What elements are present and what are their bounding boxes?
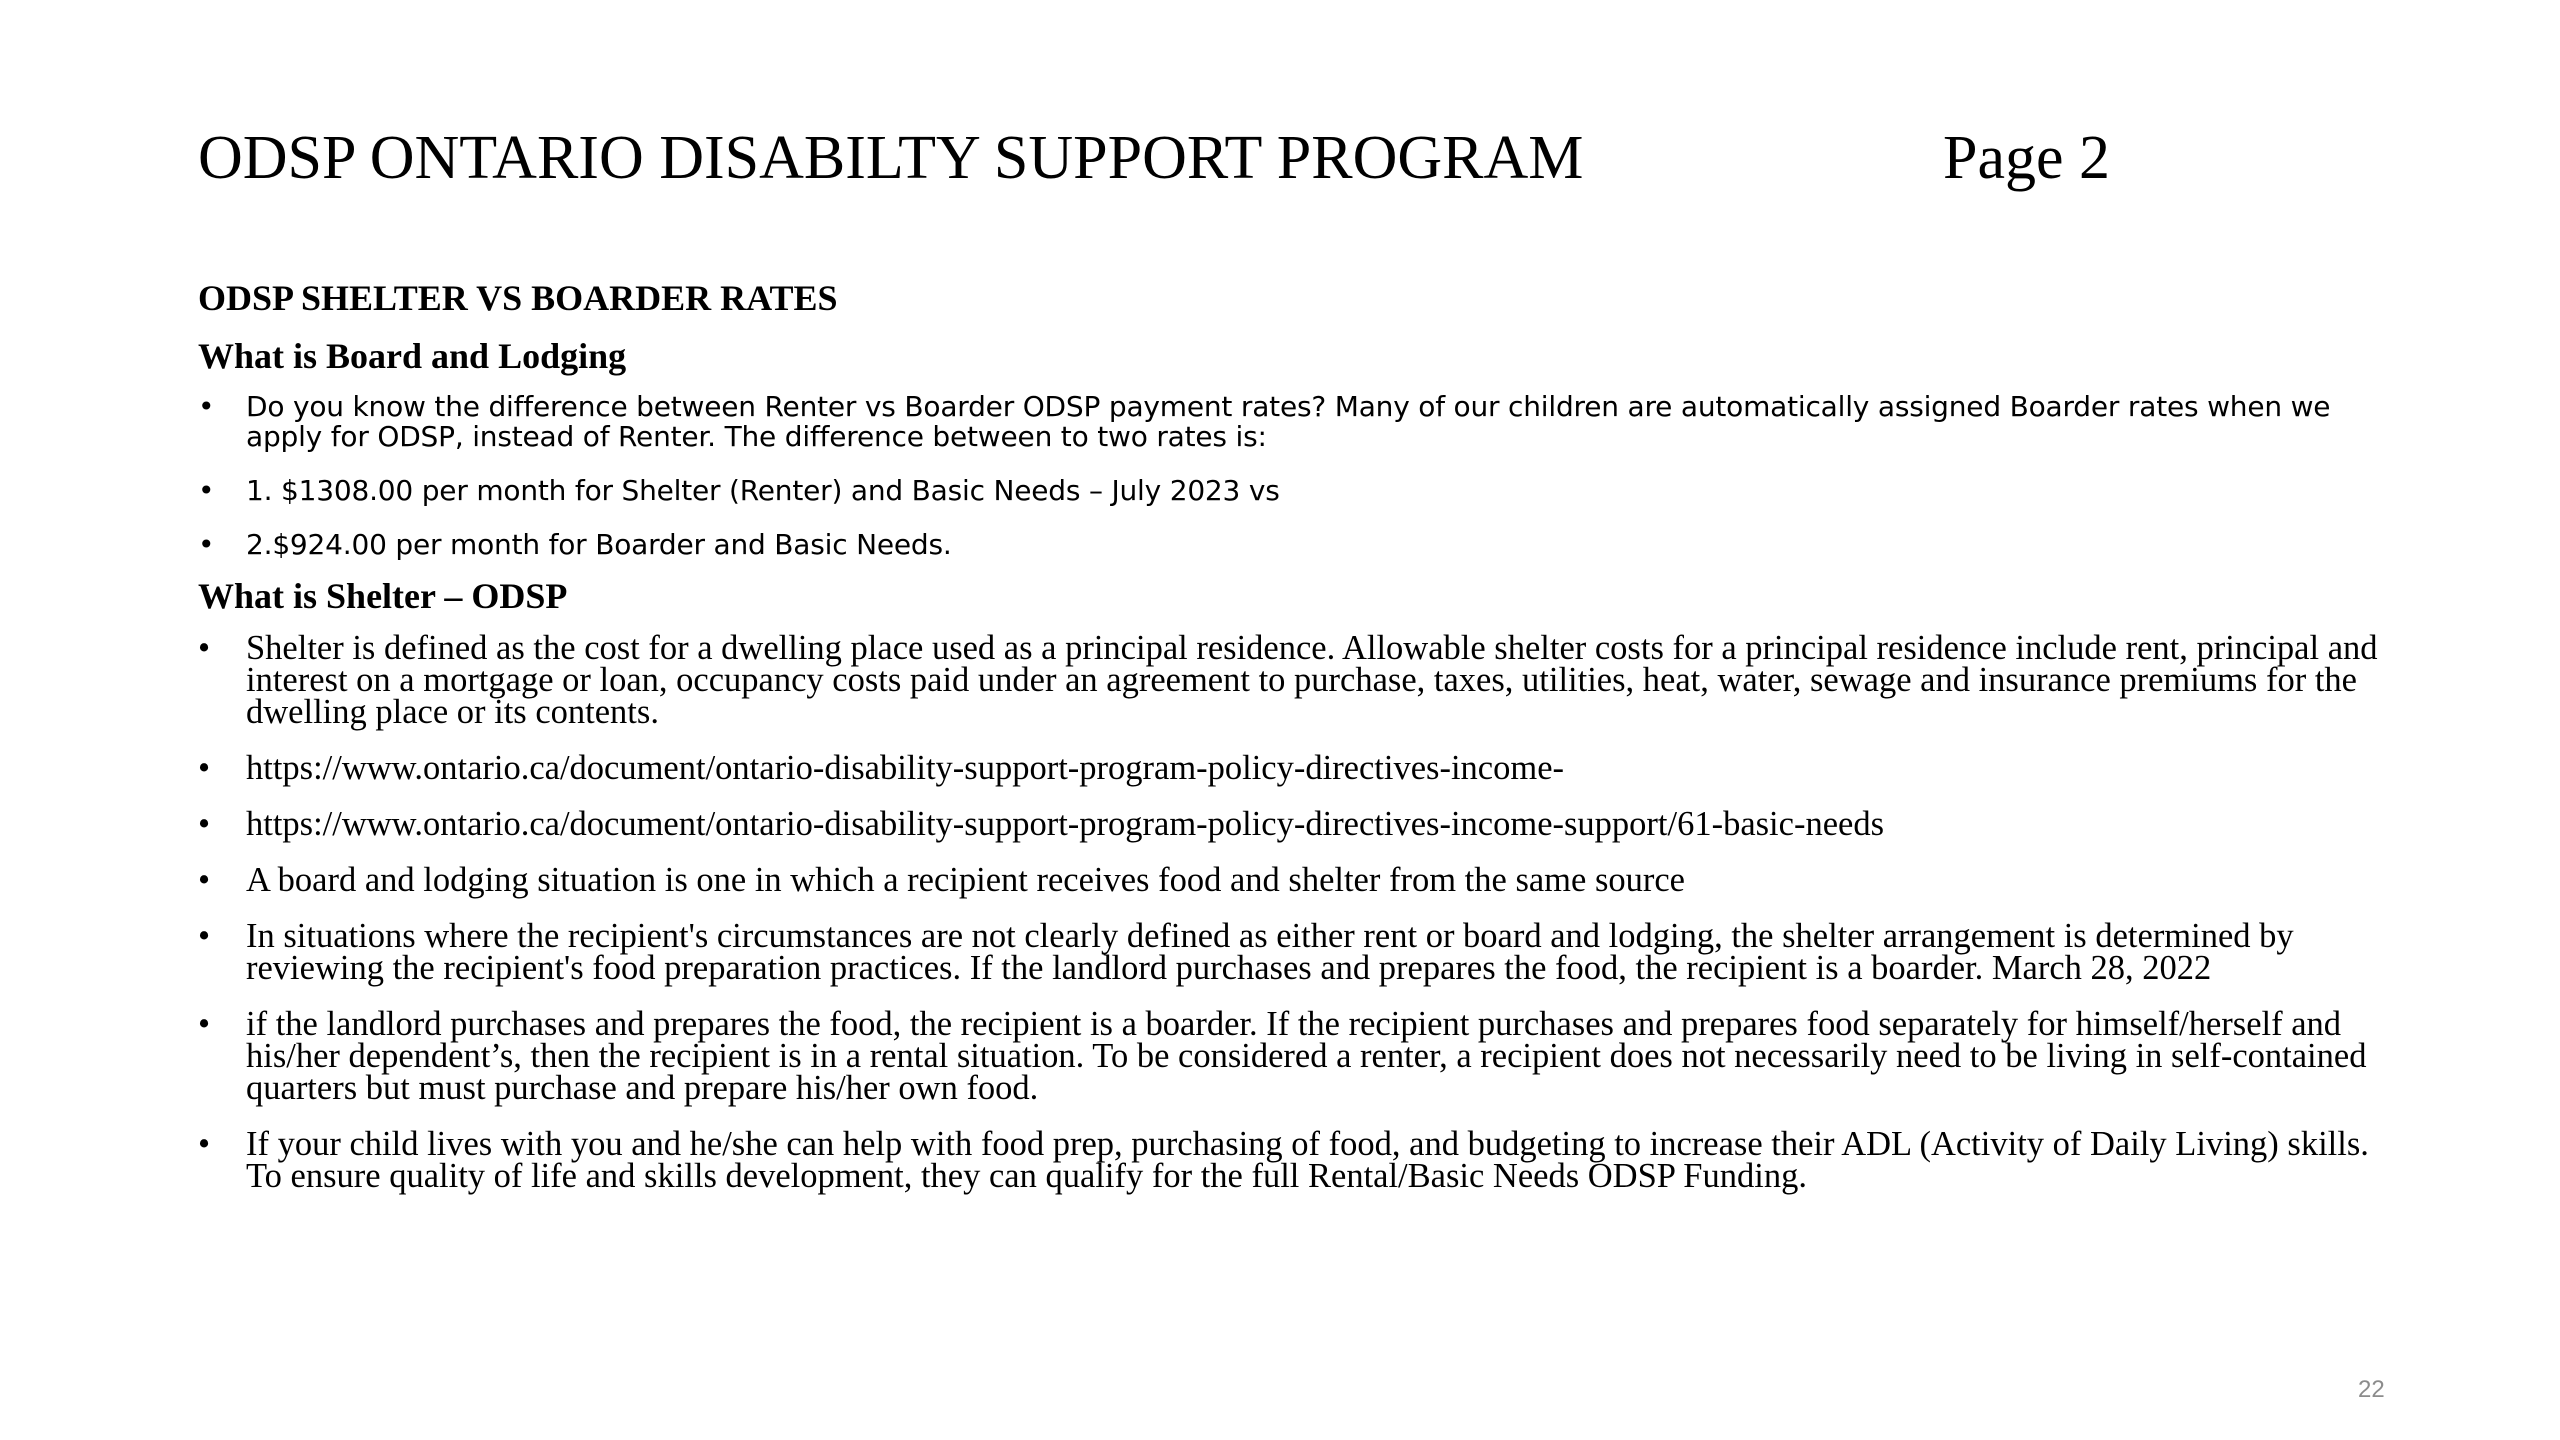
list-item	[198, 530, 2398, 560]
board-lodging-list	[198, 392, 2398, 560]
boarder-rate-text: 2.$924.00 per month for Boarder and Basic Needs.	[246, 528, 952, 561]
bullet-marker: •	[198, 861, 211, 899]
section-title: ODSP SHELTER VS BOARDER RATES	[198, 278, 838, 318]
list-item-text: In situations where the recipient's circumstances are not clearly defined as either rent or board and lodging, the shelter arrangement is determined by reviewing the recipient's food preparation practices. If the landlord purchases and prepares the food, the recipient is a boarder. March 28, 2022	[246, 917, 2294, 987]
list-item-text: Shelter is defined as the cost for a dwelling place used as a principal residence. Allowable shelter costs for a principal residence include rent, principal and interest on a mortgage or loan, occupancy costs paid under an agreement to purchase, taxes, utilities, heat, water, sewage and insurance premiums for the dwelling place or its contents.	[246, 629, 2378, 731]
renter-rate-text: 1. $1308.00 per month for Shelter (Renter) and Basic Needs – July 2023 vs	[246, 474, 1280, 507]
list-item-text: If your child lives with you and he/she can help with food prep, purchasing of food, and budgeting to increase their ADL (Activity of Daily Living) skills. To ensure quality of life and skills development, they can qualify for the full Rental/Basic Needs ODSP Funding.	[246, 1125, 2369, 1195]
shelter-heading: What is Shelter – ODSP	[198, 576, 568, 616]
list-item-text: Do you know the difference between Renter vs Boarder ODSP payment rates? Many of our children are automatically assigned Boarder rates when we apply for ODSP, instead of Renter. The difference between to two rates is:	[246, 390, 2331, 453]
bullet-marker: •	[198, 1005, 211, 1043]
bullet-marker: •	[198, 1125, 211, 1163]
list-item-text: if the landlord purchases and prepares the food, the recipient is a boarder. If the recipient purchases and prepares food separately for himself/herself and his/her dependent’s, then the recipient is in a rental situation. To be considered a renter, a recipient does not necessarily need to be living in self-contained quarters but must purchase and prepare his/her own food.	[246, 1005, 2367, 1107]
policy-url-text: https://www.ontario.ca/document/ontario-disability-support-program-policy-directives-income-	[246, 749, 1564, 787]
slide-body	[198, 276, 2398, 1206]
bullet-marker: •	[198, 917, 211, 955]
list-item	[198, 629, 2398, 731]
list-item	[198, 476, 2398, 506]
bullet-marker: •	[198, 749, 211, 787]
shelter-list	[198, 629, 2398, 1195]
list-item	[198, 805, 2398, 843]
basic-needs-url-text: https://www.ontario.ca/document/ontario-disability-support-program-policy-directives-income-support/61-basic-needs	[246, 805, 1884, 843]
slide-title	[198, 118, 2398, 198]
list-item-text: A board and lodging situation is one in which a recipient receives food and shelter from the same source	[246, 861, 1685, 899]
bullet-marker: •	[198, 629, 211, 667]
title-text: ODSP ONTARIO DISABILTY SUPPORT PROGRAM	[198, 124, 1584, 192]
list-item	[198, 1005, 2398, 1107]
list-item	[198, 917, 2398, 987]
bullet-marker: •	[198, 390, 215, 423]
list-item	[198, 749, 2398, 787]
bullet-marker: •	[198, 528, 215, 561]
page-label: Page 2	[1943, 124, 2111, 192]
list-item	[198, 861, 2398, 899]
board-lodging-heading: What is Board and Lodging	[198, 336, 627, 376]
bullet-marker: •	[198, 474, 215, 507]
list-item	[198, 392, 2398, 452]
slide-number: 22	[2358, 1376, 2385, 1403]
list-item	[198, 1125, 2398, 1195]
bullet-marker: •	[198, 805, 211, 843]
